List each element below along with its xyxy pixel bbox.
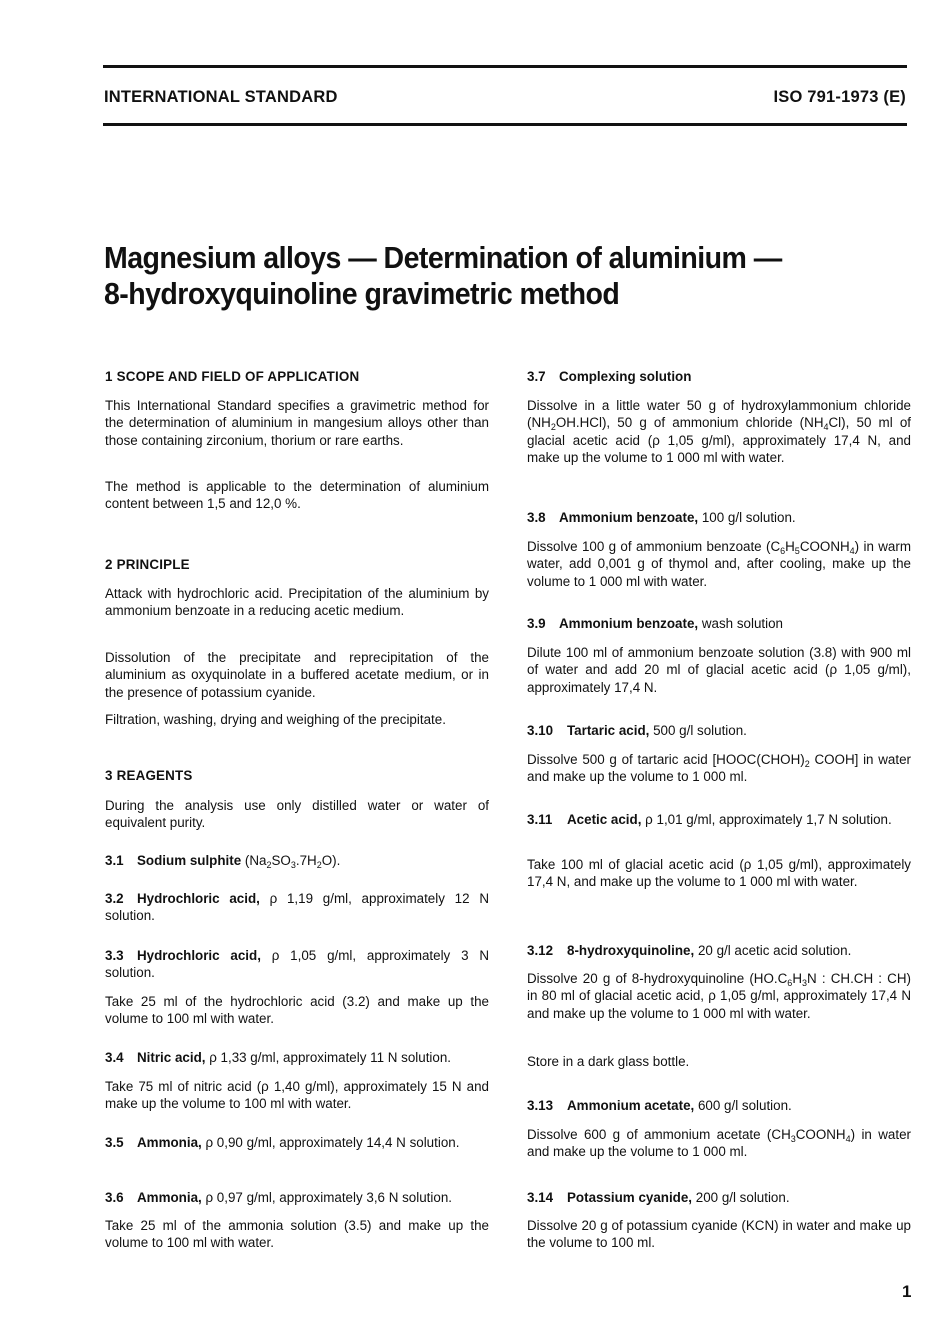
reagent-3-6-body: Take 25 ml of the ammonia solution (3.5) and make up the volume to 100 ml with water. bbox=[105, 1218, 489, 1251]
reagent-3-7-body: Dissolve in a little water 50 g of hydroxylammonium chloride $(NH_2OH.HCl)$, 50 g of ammonium chloride $(NH_4Cl)$, 50 ml of glacial acetic acid (ρ 1,05 g/ml), approximately 17,4 N, and make up the volume to 1 000 ml with water. bbox=[527, 398, 911, 466]
section-2-paragraph-1: Attack with hydrochloric acid. Precipitation of the aluminium by ammonium benzoate in a reducing acetic medium. bbox=[105, 586, 489, 619]
page-title bbox=[104, 240, 782, 312]
reagent-3-10: 3.10 Tartaric acid, 500 g/l solution. bbox=[527, 723, 747, 738]
reagent-3-3-body: Take 25 ml of the hydrochloric acid (3.2) and make up the volume to 100 ml with water. bbox=[105, 994, 489, 1027]
reagent-3-11-body: Take 100 ml of glacial acetic acid (ρ 1,05 g/ml), approximately 17,4 N, and make up the volume to 1 000 ml with water. bbox=[527, 857, 911, 890]
section-2-paragraph-3: Filtration, washing, drying and weighing of the precipitate. bbox=[105, 712, 446, 727]
header-doc-type: INTERNATIONAL STANDARD bbox=[104, 88, 338, 106]
reagent-3-9: 3.9 Ammonium benzoate, wash solution bbox=[527, 616, 783, 631]
reagent-3-10-body: Dissolve 500 g of tartaric acid [$HOOC(CHOH)_2$ COOH] in water and make up the volume to 1 000 ml. bbox=[527, 752, 911, 785]
reagent-3-5: 3.5 Ammonia, ρ 0,90 g/ml, approximately 14,4 N solution. bbox=[105, 1135, 460, 1150]
reagent-3-2: 3.2 Hydrochloric acid, ρ 1,19 g/ml, approximately 12 N solution. bbox=[105, 891, 489, 924]
reagent-3-12-body: Dissolve 20 g of 8-hydroxyquinoline ($HO.C_6H_3N$ : CH.CH : CH) in 80 ml of glacial acetic acid, ρ 1,05 g/ml, approximately 17,4 N and make up the volume to 1 000 ml with water. bbox=[527, 971, 911, 1021]
reagent-3-1: 3.1 Sodium sulphite $(Na_2SO_3.7H_2O)$. bbox=[105, 853, 341, 870]
section-2-paragraph-2: Dissolution of the precipitate and reprecipitation of the aluminium as oxyquinolate in a buffered acetate medium, or in the presence of potassium cyanide. bbox=[105, 650, 489, 700]
reagent-3-8-body: Dissolve 100 g of ammonium benzoate $(C_6H_5COONH_4)$ in warm water, add 0,001 g of thymol and, after cooling, make up the volume to 1 000 ml with water. bbox=[527, 539, 911, 589]
reagent-3-13-body: Dissolve 600 g of ammonium acetate $(CH_3COONH_4)$ in water and make up the volume to 1 000 ml. bbox=[527, 1127, 911, 1160]
section-2-heading: 2 PRINCIPLE bbox=[105, 557, 190, 572]
section-1-heading: 1 SCOPE AND FIELD OF APPLICATION bbox=[105, 369, 360, 384]
reagent-3-4-body: Take 75 ml of nitric acid (ρ 1,40 g/ml), approximately 15 N and make up the volume to 100 ml with water. bbox=[105, 1079, 489, 1112]
section-1-paragraph-2: The method is applicable to the determination of aluminium content between 1,5 and 12,0 %. bbox=[105, 479, 489, 512]
page-number: 1 bbox=[902, 1282, 912, 1301]
title-line-1: Magnesium alloys — Determination of aluminium — bbox=[104, 240, 782, 275]
reagent-3-4: 3.4 Nitric acid, ρ 1,33 g/ml, approximately 11 N solution. bbox=[105, 1050, 452, 1065]
section-3-heading: 3 REAGENTS bbox=[105, 768, 193, 783]
title-line-2: 8-hydroxyquinoline gravimetric method bbox=[104, 276, 620, 311]
section-1-paragraph-1: This International Standard specifies a gravimetric method for the determination of aluminium in mangesium alloys other than those containing zirconium, thorium or rare earths. bbox=[105, 398, 489, 448]
section-3-paragraph-1: During the analysis use only distilled water or water of equivalent purity. bbox=[105, 798, 489, 831]
reagent-3-14: 3.14 Potassium cyanide, 200 g/l solution. bbox=[527, 1190, 790, 1205]
header-top-rule bbox=[103, 65, 907, 68]
reagent-3-14-body: Dissolve 20 g of potassium cyanide (KCN) in water and make up the volume to 100 ml. bbox=[527, 1218, 911, 1251]
reagent-3-12-storage-note: Store in a dark glass bottle. bbox=[527, 1054, 690, 1069]
header-doc-id: ISO 791-1973 (E) bbox=[773, 88, 906, 106]
reagent-3-7: 3.7 Complexing solution bbox=[527, 369, 692, 384]
reagent-3-11: 3.11 Acetic acid, ρ 1,01 g/ml, approximately 1,7 N solution. bbox=[527, 812, 892, 827]
header-bottom-rule bbox=[103, 123, 907, 126]
reagent-3-8: 3.8 Ammonium benzoate, 100 g/l solution. bbox=[527, 510, 796, 525]
reagent-3-13: 3.13 Ammonium acetate, 600 g/l solution. bbox=[527, 1098, 792, 1113]
reagent-3-3: 3.3 Hydrochloric acid, ρ 1,05 g/ml, approximately 3 N solution. bbox=[105, 948, 490, 981]
reagent-3-6: 3.6 Ammonia, ρ 0,97 g/ml, approximately 3,6 N solution. bbox=[105, 1190, 452, 1205]
reagent-3-12: 3.12 8-hydroxyquinoline, 20 g/l acetic acid solution. bbox=[527, 943, 852, 958]
reagent-3-9-body: Dilute 100 ml of ammonium benzoate solution (3.8) with 900 ml of water and add 20 ml of glacial acetic acid (ρ 1,05 g/ml), approximately 17,4 N. bbox=[527, 645, 911, 695]
